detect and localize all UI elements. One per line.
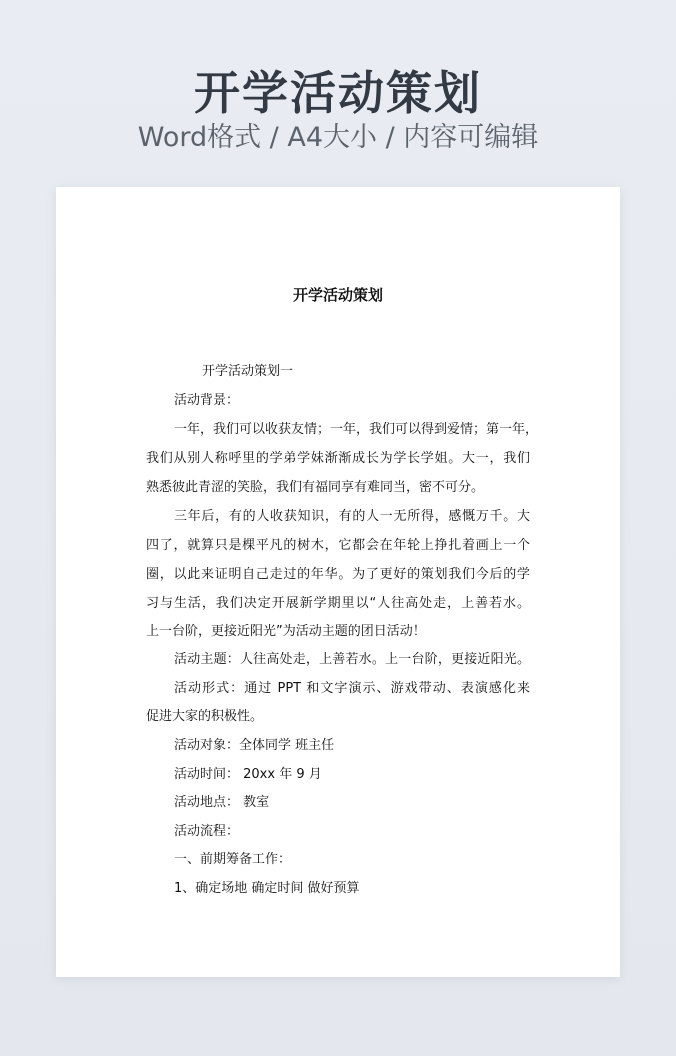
- hero-subtitle: Word格式 / A4大小 / 内容可编辑: [137, 122, 539, 153]
- paragraph2-line4: 习与生活，我们决定开展新学期里以“人往高处走，上善若水。: [146, 596, 530, 611]
- background-heading: 活动背景：: [174, 393, 240, 408]
- document-subtitle: 开学活动策划一: [202, 364, 294, 379]
- paragraph2-line3: 圈，以此来证明自己走过的年华。为了更好的策划我们今后的学: [146, 567, 530, 582]
- paragraph1-line3: 熟悉彼此青涩的笑脸，我们有福同享有难同当，密不可分。: [146, 480, 485, 495]
- form-line1: 活动形式：通过 PPT 和文字演示、游戏带动、表演感化来: [174, 681, 530, 696]
- paragraph1-line2: 我们从别人称呼里的学弟学妹渐渐成长为学长学姐。大一，我们: [146, 451, 530, 466]
- hero-banner: [0, 0, 676, 186]
- theme-line: 活动主题：人往高处走，上善若水。上一台阶，更接近阳光。: [174, 652, 530, 667]
- step1-item: 1、确定场地 确定时间 做好预算: [174, 881, 360, 896]
- paragraph2-line1: 三年后，有的人收获知识，有的人一无所得，感慨万千。大: [174, 509, 530, 524]
- document-title: 开学活动策划: [292, 286, 383, 304]
- paragraph1-line1: 一年，我们可以收获友情；一年，我们可以得到爱情；第一年，: [174, 422, 539, 437]
- step1-heading: 一、前期筹备工作：: [174, 852, 292, 867]
- audience-line: 活动对象：全体同学 班主任: [174, 738, 335, 753]
- time-line: 活动时间： 20xx 年 9 月: [174, 767, 322, 782]
- form-line2: 促进大家的积极性。: [146, 709, 264, 724]
- paragraph2-line2: 四了，就算只是棵平凡的树木，它都会在年轮上挣扎着画上一个: [146, 538, 530, 553]
- location-line: 活动地点： 教室: [174, 795, 270, 810]
- paragraph2-line5: 上一台阶，更接近阳光”为活动主题的团日活动！: [146, 624, 426, 639]
- hero-title: 开学活动策划: [194, 66, 482, 120]
- process-line: 活动流程：: [174, 824, 240, 839]
